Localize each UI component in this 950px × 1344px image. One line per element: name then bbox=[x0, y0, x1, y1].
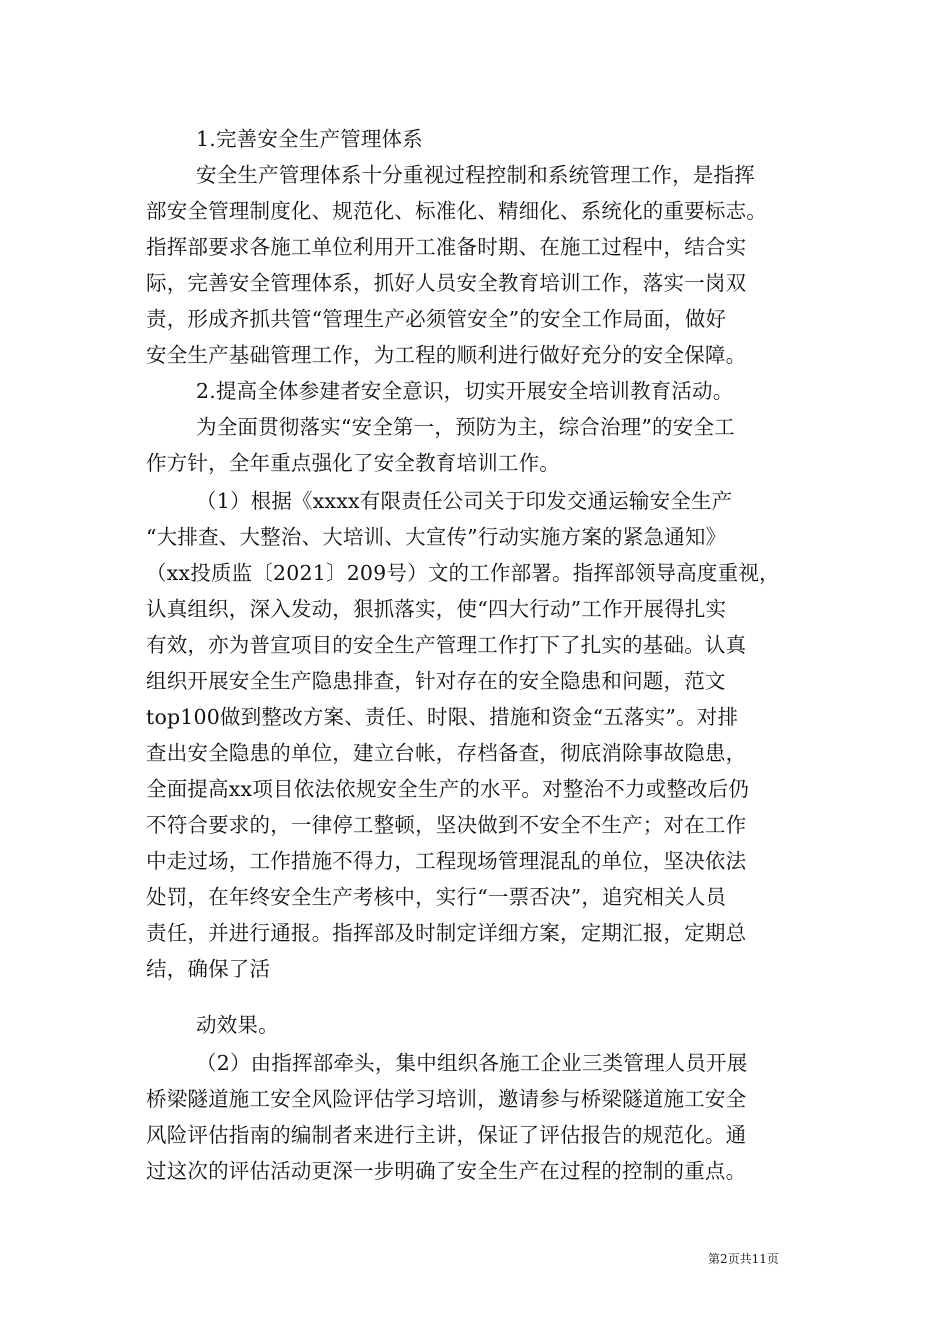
paragraph-line: 查出安全隐患的单位，建立台帐，存档备查，彻底消除事故隐患， bbox=[146, 741, 747, 765]
paragraph-line: 作方针，全年重点强化了安全教育培训工作。 bbox=[146, 451, 560, 475]
paragraph-line: 责，形成齐抓共管“管理生产必须管安全”的安全工作局面，做好 bbox=[146, 307, 727, 331]
paragraph-line: top100做到整改方案、责任、时限、措施和资金“五落实”。对排 bbox=[146, 705, 739, 729]
paragraph-line: “大排查、大整治、大培训、大宣传”行动实施方案的紧急通知》 bbox=[146, 525, 727, 549]
section-heading-2: 2.提高全体参建者安全意识，切实开展安全培训教育活动。 bbox=[196, 379, 734, 403]
paragraph-line: 部安全管理制度化、规范化、标准化、精细化、系统化的重要标志。 bbox=[146, 199, 767, 223]
paragraph-line: 过这次的评估活动更深一步明确了安全生产在过程的控制的重点。 bbox=[146, 1159, 747, 1183]
page-number-footer: 第2页共11页 bbox=[708, 1252, 779, 1266]
paragraph-line: （2）由指挥部牵头，集中组织各施工企业三类管理人员开展 bbox=[196, 1051, 748, 1075]
paragraph-line: 全面提高xx项目依法依规安全生产的水平。对整治不力或整改后仍 bbox=[146, 777, 750, 801]
paragraph-line: 不符合要求的，一律停工整顿，坚决做到不安全不生产；对在工作 bbox=[146, 813, 747, 837]
paragraph-line: 动效果。 bbox=[196, 1013, 279, 1037]
paragraph-line: 中走过场，工作措施不得力，工程现场管理混乱的单位，坚决依法 bbox=[146, 849, 747, 873]
paragraph-line: 际，完善安全管理体系，抓好人员安全教育培训工作，落实一岗双 bbox=[146, 271, 747, 295]
paragraph-line: 风险评估指南的编制者来进行主讲，保证了评估报告的规范化。通 bbox=[146, 1123, 747, 1147]
paragraph-line: （1）根据《xxxx有限责任公司关于印发交通运输安全生产 bbox=[196, 489, 733, 513]
paragraph-line: 处罚，在年终安全生产考核中，实行“一票否决”，追究相关人员 bbox=[146, 885, 727, 909]
paragraph-line: 安全生产管理体系十分重视过程控制和系统管理工作，是指挥 bbox=[196, 163, 755, 187]
paragraph-line: 认真组织，深入发动，狠抓落实，使“四大行动”工作开展得扎实 bbox=[146, 597, 727, 621]
paragraph-line: 有效，亦为普宣项目的安全生产管理工作打下了扎实的基础。认真 bbox=[146, 633, 747, 657]
paragraph-line: 责任，并进行通报。指挥部及时制定详细方案，定期汇报，定期总 bbox=[146, 921, 747, 945]
paragraph-line: 指挥部要求各施工单位利用开工准备时期、在施工过程中，结合实 bbox=[146, 235, 747, 259]
paragraph-line: 结，确保了活 bbox=[146, 957, 271, 981]
paragraph-line: 桥梁隧道施工安全风险评估学习培训，邀请参与桥梁隧道施工安全 bbox=[146, 1087, 747, 1111]
paragraph-line: 为全面贯彻落实“安全第一，预防为主，综合治理”的安全工 bbox=[196, 415, 735, 439]
paragraph-line: 组织开展安全生产隐患排查，针对存在的安全隐患和问题，范文 bbox=[146, 669, 726, 693]
paragraph-line: （xx投质监〔2021〕209号）文的工作部署。指挥部领导高度重视， bbox=[146, 561, 780, 585]
paragraph-line: 安全生产基础管理工作，为工程的顺利进行做好充分的安全保障。 bbox=[146, 343, 747, 367]
section-heading-1: 1.完善安全生产管理体系 bbox=[196, 127, 423, 151]
